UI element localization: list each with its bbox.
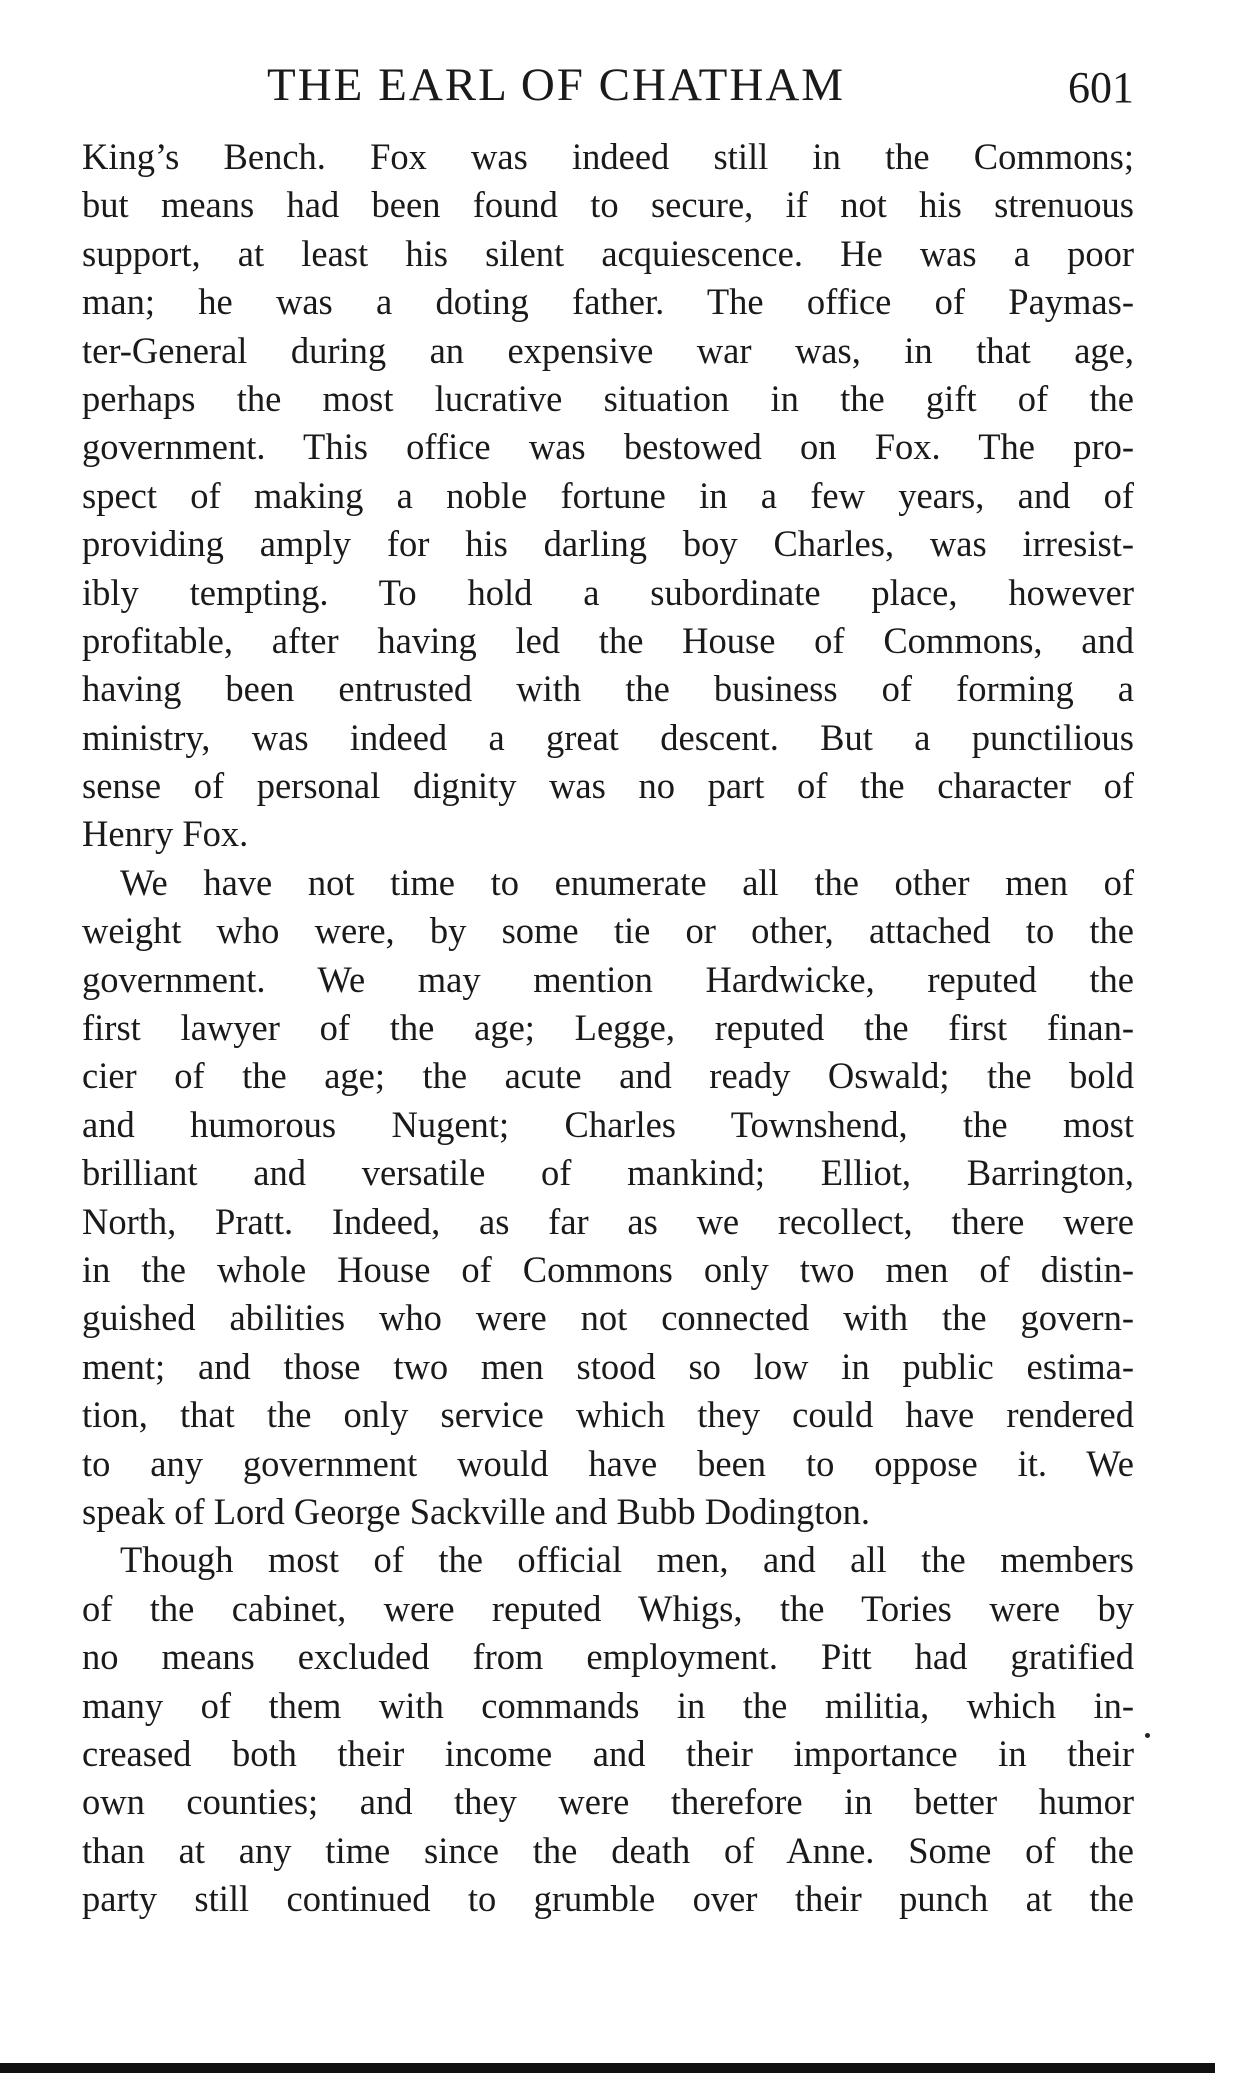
text-line: North, Pratt. Indeed, as far as we recollect, there were	[82, 1200, 1134, 1242]
text-line: no means excluded from employment. Pitt had gratified	[82, 1636, 1134, 1678]
text-line: guished abilities who were not connected with the govern-	[82, 1297, 1134, 1339]
text-line: We have not time to enumerate all the other men of	[120, 861, 1134, 903]
text-line: first lawyer of the age; Legge, reputed the first finan-	[82, 1007, 1134, 1049]
text-line: having been entrusted with the business of forming a	[82, 668, 1134, 710]
text-line: than at any time since the death of Anne. Some of the	[82, 1829, 1134, 1871]
text-line: government. This office was bestowed on Fox. The pro-	[82, 426, 1134, 468]
text-line: ibly tempting. To hold a subordinate place, however	[82, 571, 1134, 613]
text-line: to any government would have been to oppose it. We	[82, 1442, 1134, 1484]
text-line: tion, that the only service which they could have rendered	[82, 1394, 1134, 1436]
bottom-rule	[0, 2063, 1215, 2073]
text-line: ministry, was indeed a great descent. But a punctilious	[82, 716, 1134, 758]
text-line: spect of making a noble fortune in a few years, and of	[82, 474, 1134, 516]
text-line: of the cabinet, were reputed Whigs, the Tories were by	[82, 1587, 1134, 1629]
page-number: 601	[1068, 63, 1134, 112]
text-line: and humorous Nugent; Charles Townshend, the most	[82, 1103, 1134, 1145]
text-line: sense of personal dignity was no part of the character of	[82, 765, 1134, 807]
text-line: support, at least his silent acquiescence. He was a poor	[82, 232, 1134, 274]
running-head	[82, 58, 1134, 118]
text-line: speak of Lord George Sackville and Bubb Dodington.	[82, 1490, 870, 1532]
running-title: THE EARL OF CHATHAM	[267, 59, 846, 111]
text-line: Henry Fox.	[82, 813, 249, 855]
text-line: weight who were, by some tie or other, attached to the	[82, 910, 1134, 952]
text-line: but means had been found to secure, if not his strenuous	[82, 184, 1134, 226]
text-line: government. We may mention Hardwicke, reputed the	[82, 958, 1134, 1000]
text-line: King’s Bench. Fox was indeed still in the Commons;	[82, 136, 1134, 177]
text-line: man; he was a doting father. The office of Paymas-	[82, 281, 1134, 323]
text-line: ter-General during an expensive war was, in that age,	[82, 329, 1134, 371]
body-text	[82, 133, 1134, 1923]
text-line: many of them with commands in the militia, which in-	[82, 1684, 1134, 1726]
text-line: own counties; and they were therefore in better humor	[82, 1781, 1134, 1823]
text-line: brilliant and versatile of mankind; Elliot, Barrington,	[82, 1152, 1134, 1194]
text-line: creased both their income and their importance in their	[82, 1732, 1134, 1774]
text-line: in the whole House of Commons only two men of distin-	[82, 1248, 1134, 1290]
print-speck	[1145, 1733, 1150, 1738]
text-line: cier of the age; the acute and ready Oswald; the bold	[82, 1055, 1134, 1097]
text-line: profitable, after having led the House of Commons, and	[82, 619, 1134, 661]
text-line: ment; and those two men stood so low in public estima-	[82, 1345, 1134, 1387]
text-line: providing amply for his darling boy Charles, was irresist-	[82, 523, 1134, 565]
text-line: Though most of the official men, and all the members	[120, 1539, 1134, 1581]
text-line: party still continued to grumble over their punch at the	[82, 1878, 1134, 1920]
text-line: perhaps the most lucrative situation in the gift of the	[82, 377, 1134, 419]
